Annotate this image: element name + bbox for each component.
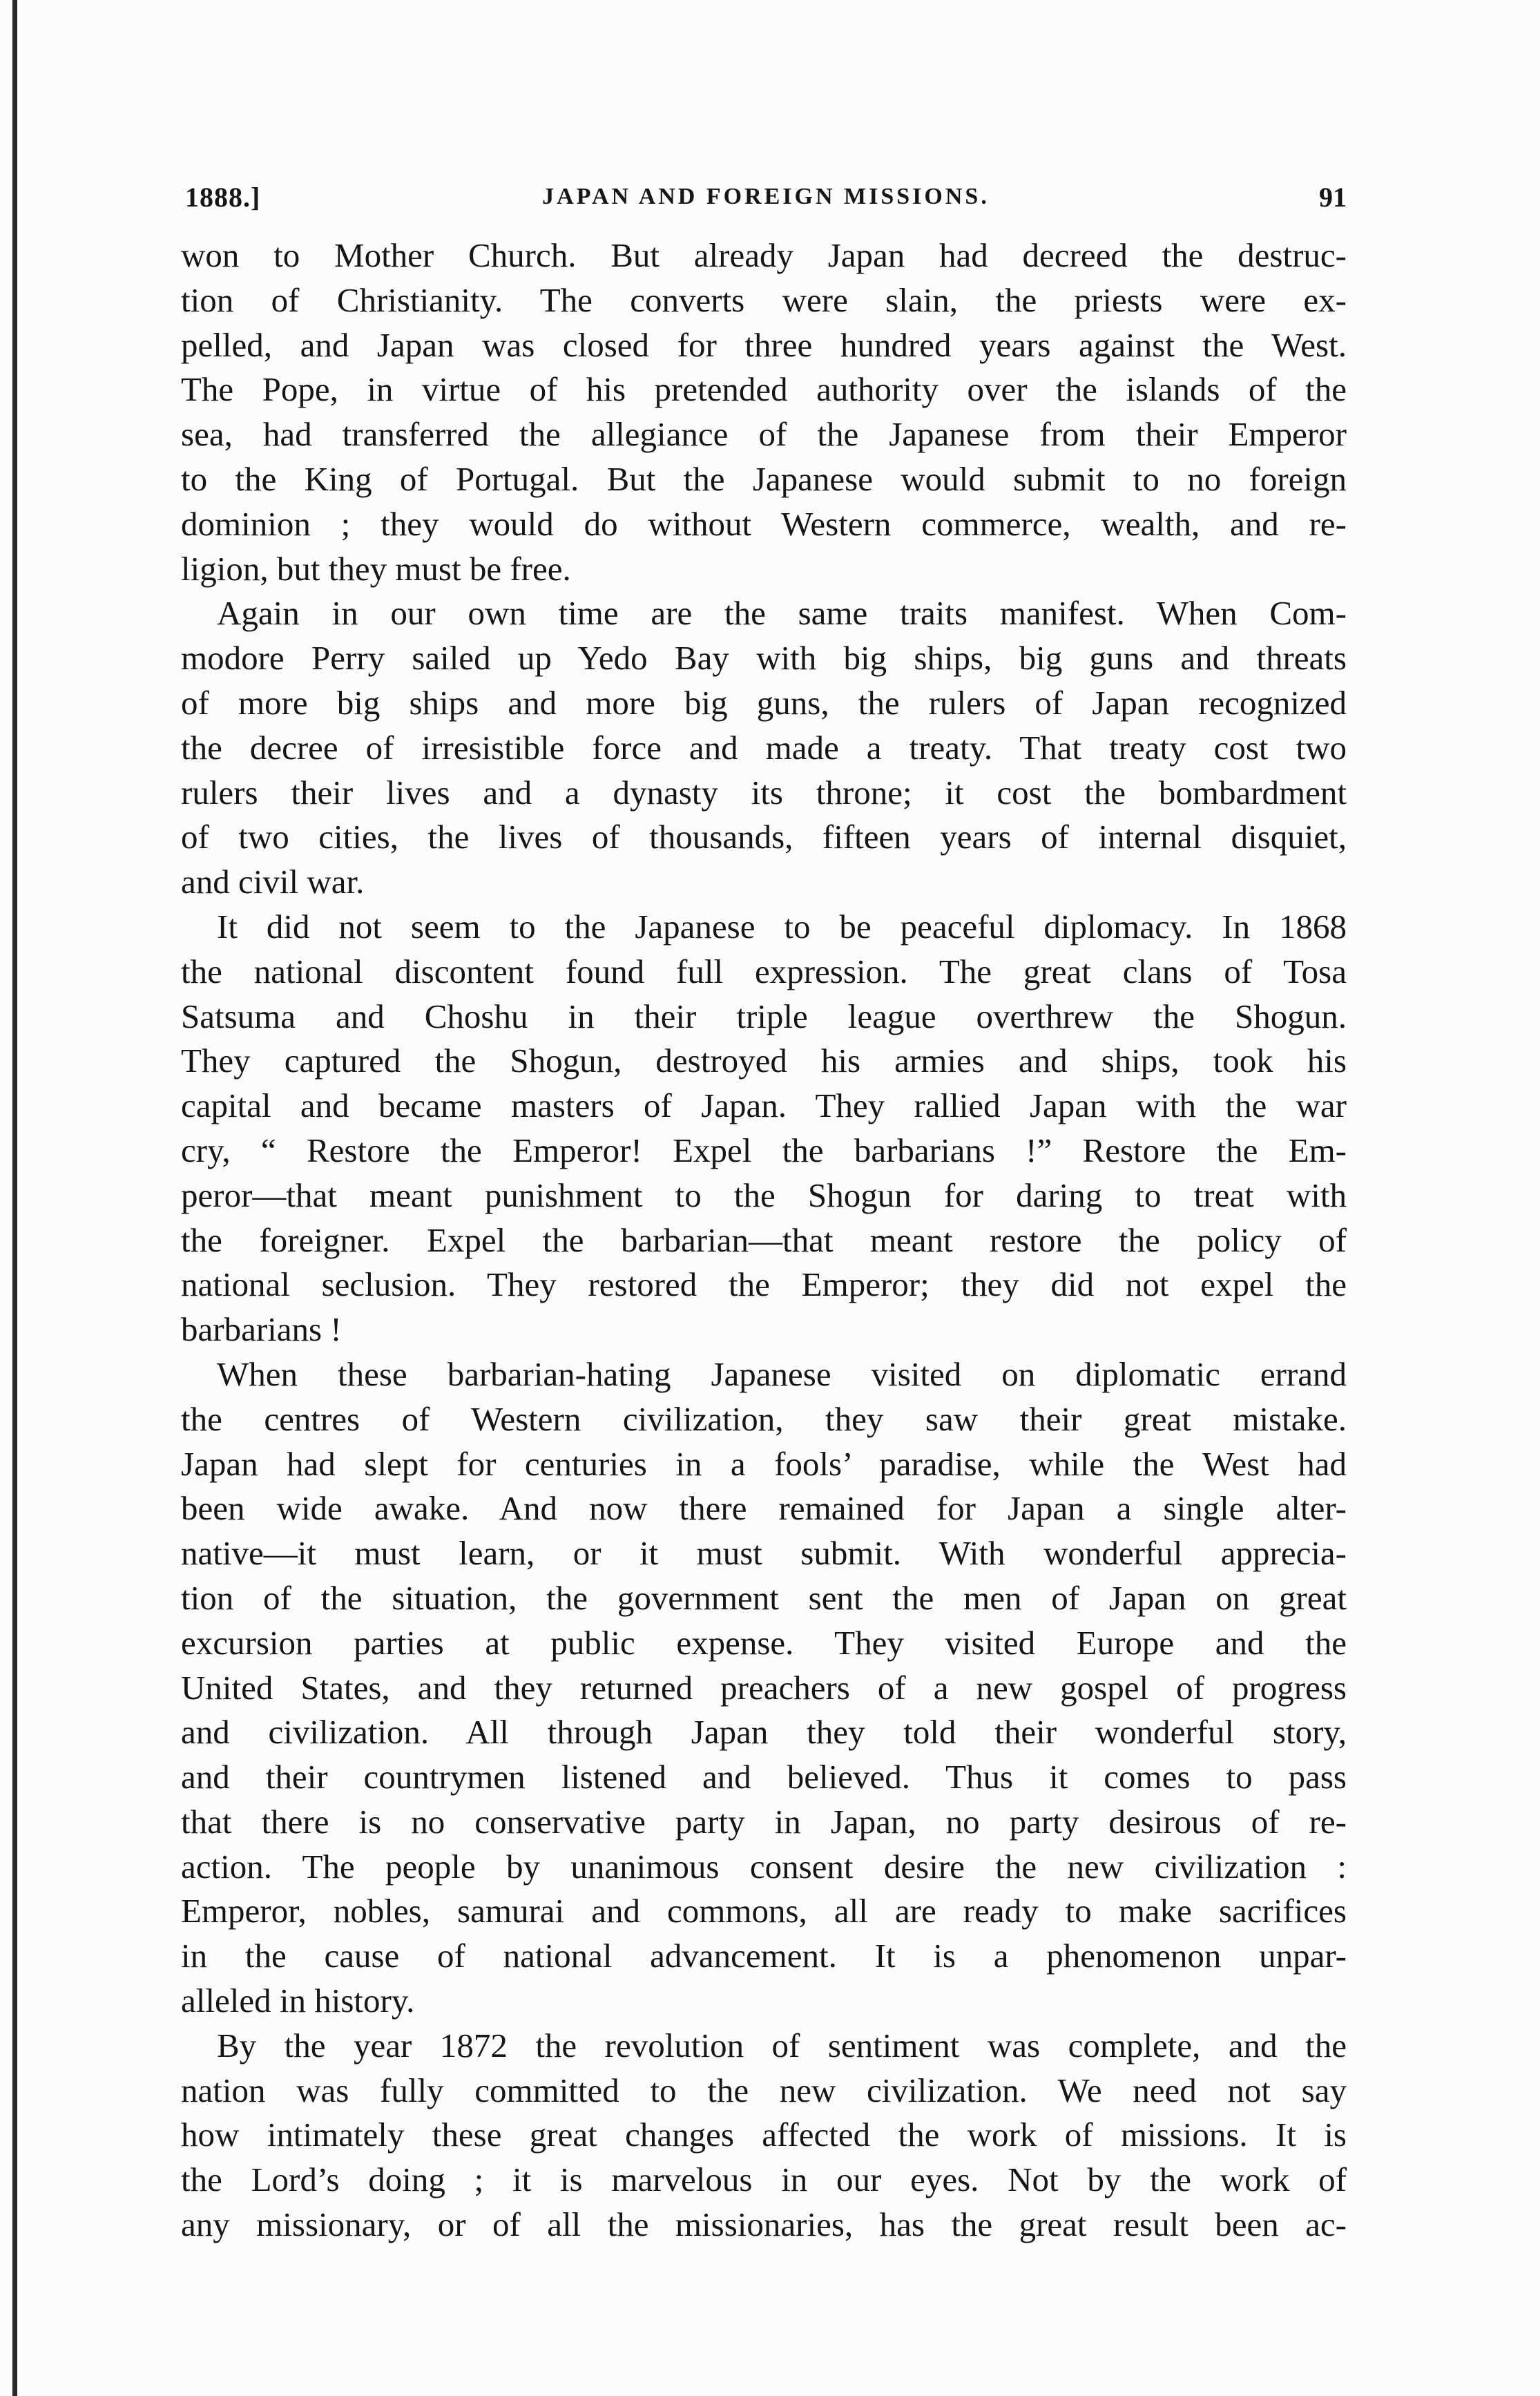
text-line: tion of Christianity. The converts were slain, the priests were ex-	[181, 280, 1347, 319]
text-line: By the year 1872 the revolution of sentiment was complete, and the	[217, 2026, 1347, 2064]
text-line: any missionary, or of all the missionaries, has the great result been ac-	[181, 2205, 1347, 2244]
text-line: and civilization. All through Japan they told their wonderful story,	[181, 1713, 1347, 1752]
text-line: nation was fully committed to the new civilization. We need not say	[181, 2071, 1347, 2109]
text-line: action. The people by unanimous consent desire the new civilization :	[181, 1847, 1347, 1886]
text-line: When these barbarian-hating Japanese visited on diplomatic errand	[217, 1354, 1347, 1393]
text-line: national seclusion. They restored the Emperor; they did not expel the	[181, 1265, 1347, 1304]
text-line: the decree of irresistible force and made a treaty. That treaty cost two	[181, 728, 1347, 767]
running-header	[185, 181, 1347, 222]
text-line: dominion ; they would do without Western commerce, wealth, and re-	[181, 504, 1347, 543]
text-line: peror—that meant punishment to the Shogun for daring to treat with	[181, 1176, 1347, 1214]
text-line: capital and became masters of Japan. They rallied Japan with the war	[181, 1086, 1347, 1125]
text-line: Emperor, nobles, samurai and commons, all are ready to make sacrifices	[181, 1892, 1347, 1930]
text-line: It did not seem to the Japanese to be peaceful diplomacy. In 1868	[217, 907, 1347, 946]
text-line: excursion parties at public expense. They visited Europe and the	[181, 1623, 1347, 1662]
text-line: Japan had slept for centuries in a fools’ paradise, while the West had	[181, 1444, 1347, 1483]
body-text	[181, 233, 1347, 2248]
text-line: and their countrymen listened and believed. Thus it comes to pass	[181, 1758, 1347, 1796]
text-line: the Lord’s doing ; it is marvelous in our eyes. Not by the work of	[181, 2160, 1347, 2199]
text-line: that there is no conservative party in Japan, no party desirous of re-	[181, 1802, 1347, 1841]
text-line: rulers their lives and a dynasty its throne; it cost the bombardment	[181, 773, 1347, 812]
text-line: pelled, and Japan was closed for three hundred years against the West.	[181, 325, 1347, 364]
text-line: the centres of Western civilization, they saw their great mistake.	[181, 1399, 1347, 1438]
page-number: 91	[1319, 182, 1347, 213]
text-line: of more big ships and more big guns, the rulers of Japan recognized	[181, 683, 1347, 722]
text-line: Satsuma and Choshu in their triple league overthrew the Shogun.	[181, 997, 1347, 1035]
text-line: barbarians !	[181, 1310, 342, 1349]
text-line: in the cause of national advancement. It is a phenomenon unpar-	[181, 1937, 1347, 1975]
text-line: the foreigner. Expel the barbarian—that meant restore the policy of	[181, 1220, 1347, 1259]
running-title: JAPAN AND FOREIGN MISSIONS.	[542, 184, 990, 209]
text-line: Again in our own time are the same traits manifest. When Com-	[217, 594, 1347, 633]
text-line: ligion, but they must be free.	[181, 549, 571, 588]
text-line: native—it must learn, or it must submit. With wonderful apprecia-	[181, 1534, 1347, 1573]
text-line: modore Perry sailed up Yedo Bay with big ships, big guns and threats	[181, 639, 1347, 678]
text-line: cry, “ Restore the Emperor! Expel the barbarians !” Restore the Em-	[181, 1131, 1347, 1169]
text-line: and civil war.	[181, 863, 365, 901]
text-line: tion of the situation, the government sent the men of Japan on great	[181, 1578, 1347, 1617]
text-line: been wide awake. And now there remained for Japan a single alter-	[181, 1489, 1347, 1528]
text-line: how intimately these great changes affected the work of missions. It is	[181, 2116, 1347, 2154]
text-line: alleled in history.	[181, 1982, 415, 2020]
text-line: won to Mother Church. But already Japan had decreed the destruc-	[181, 236, 1347, 274]
text-line: United States, and they returned preachers of a new gospel of progress	[181, 1668, 1347, 1707]
page-binding-edge	[12, 0, 17, 2396]
header-year: 1888.]	[185, 182, 261, 213]
text-line: The Pope, in virtue of his pretended authority over the islands of the	[181, 370, 1347, 409]
text-line: the national discontent found full expression. The great clans of Tosa	[181, 952, 1347, 990]
text-line: to the King of Portugal. But the Japanese would submit to no foreign	[181, 459, 1347, 498]
text-line: of two cities, the lives of thousands, fifteen years of internal disquiet,	[181, 818, 1347, 856]
text-line: They captured the Shogun, destroyed his armies and ships, took his	[181, 1042, 1347, 1080]
text-line: sea, had transferred the allegiance of the Japanese from their Emperor	[181, 415, 1347, 454]
